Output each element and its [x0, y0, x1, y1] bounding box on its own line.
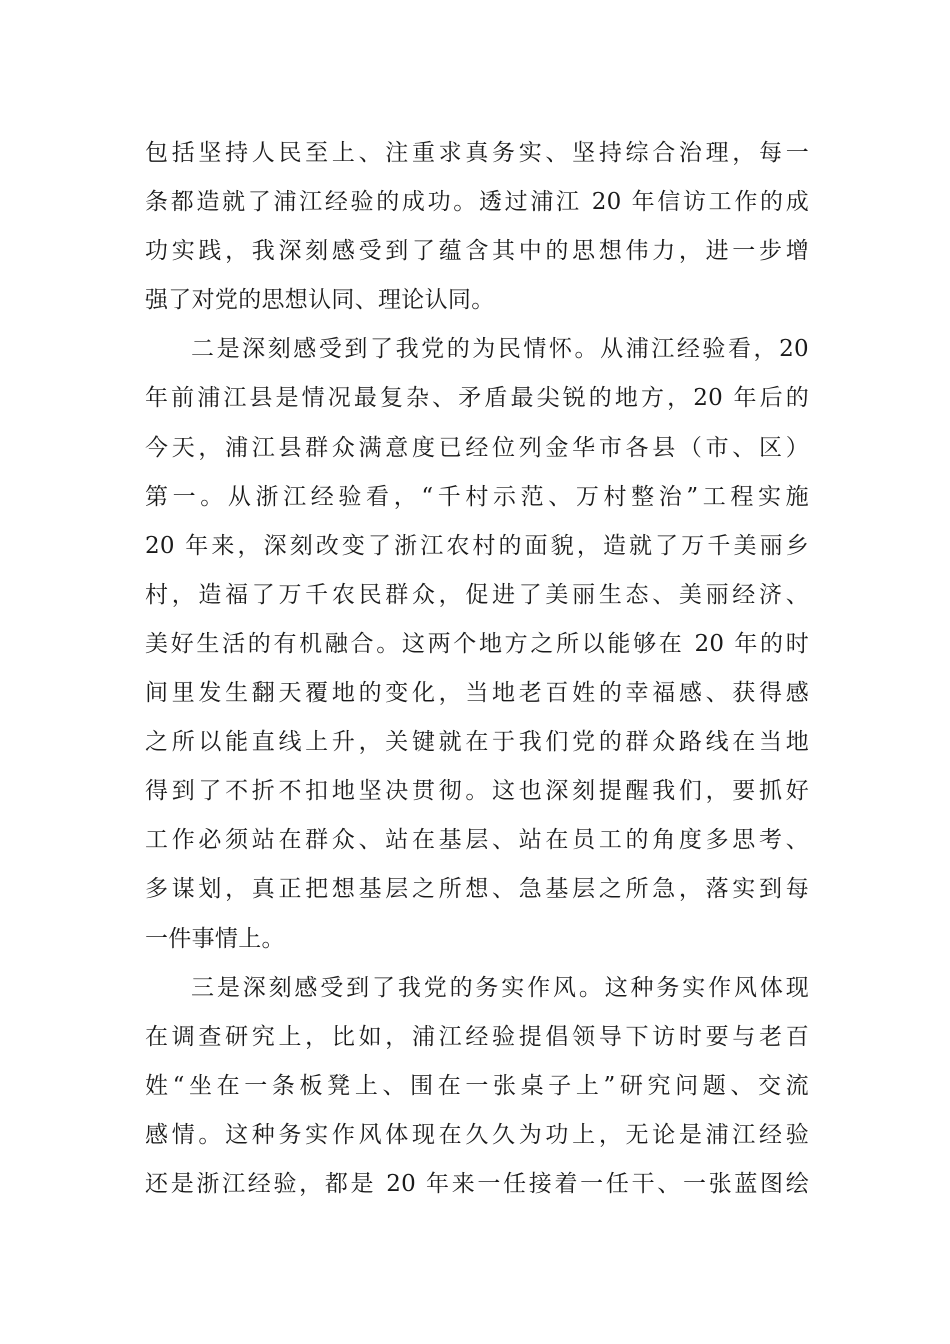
paragraph-line: 功实践，我深刻感受到了蕴含其中的思想伟力，进一步增: [145, 238, 809, 265]
paragraph-1: [145, 129, 809, 325]
paragraph-line: 年前浦江县是情况最复杂、矛盾最尖锐的地方，20 年后的: [145, 385, 809, 412]
paragraph-line: 今天，浦江县群众满意度已经位列金华市各县（市、区）: [145, 434, 809, 461]
paragraph-line: 姓“坐在一条板凳上、围在一张桌子上”研究问题、交流: [145, 1072, 809, 1099]
paragraph-line: 第一。从浙江经验看，“千村示范、万村整治”工程实施: [145, 483, 809, 510]
paragraph-line: 村，造福了万千农民群众，促进了美丽生态、美丽经济、: [145, 581, 809, 608]
paragraph-line: 在调查研究上，比如，浦江经验提倡领导下访时要与老百: [145, 1023, 809, 1050]
paragraph-2: [145, 325, 809, 963]
paragraph-line: 包括坚持人民至上、注重求真务实、坚持综合治理，每一: [145, 140, 809, 166]
paragraph-3: [145, 964, 809, 1209]
paragraph-line: 三是深刻感受到了我党的务实作风。这种务实作风体现: [191, 974, 809, 1001]
document-body: [145, 129, 809, 1209]
paragraph-line: 二是深刻感受到了我党的为民情怀。从浦江经验看，20: [191, 336, 809, 363]
paragraph-line: 美好生活的有机融合。这两个地方之所以能够在 20 年的时: [145, 630, 809, 657]
paragraph-line: 感情。这种务实作风体现在久久为功上，无论是浦江经验: [145, 1121, 809, 1148]
paragraph-line: 一件事情上。: [145, 925, 285, 952]
paragraph-line: 强了对党的思想认同、理论认同。: [145, 287, 495, 314]
paragraph-line: 得到了不折不扣地坚决贯彻。这也深刻提醒我们，要抓好: [145, 778, 809, 805]
paragraph-line: 20 年来，深刻改变了浙江农村的面貌，造就了万千美丽乡: [145, 532, 809, 559]
paragraph-line: 间里发生翻天覆地的变化，当地老百姓的幸福感、获得感: [145, 680, 809, 707]
paragraph-line: 之所以能直线上升，关键就在于我们党的群众路线在当地: [145, 729, 809, 756]
paragraph-line: 多谋划，真正把想基层之所想、急基层之所急，落实到每: [145, 876, 809, 903]
paragraph-line: 还是浙江经验，都是 20 年来一任接着一任干、一张蓝图绘: [145, 1170, 809, 1197]
paragraph-line: 条都造就了浦江经验的成功。透过浦江 20 年信访工作的成: [145, 189, 809, 216]
paragraph-line: 工作必须站在群众、站在基层、站在员工的角度多思考、: [145, 827, 809, 854]
